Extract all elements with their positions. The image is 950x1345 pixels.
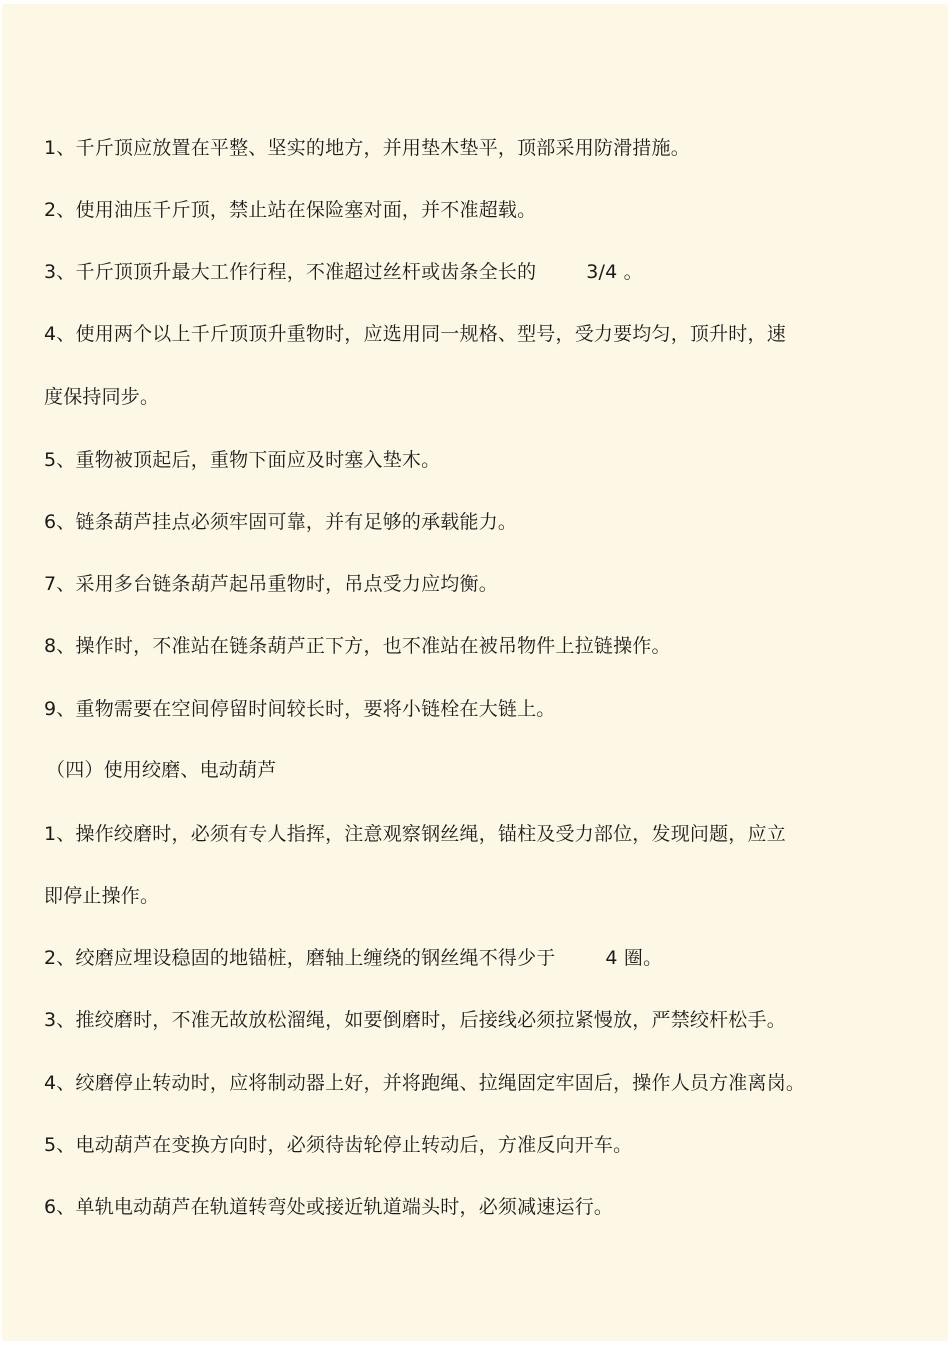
rule-winch-1-continued: 即停止操作。 <box>44 885 160 907</box>
rule-jack-5: 5、重物被顶起后，重物下面应及时塞入垫木。 <box>44 449 441 471</box>
rule-jack-3: 3、千斤顶顶升最大工作行程，不准超过丝杆或齿条全长的 3/4 。 <box>44 261 643 283</box>
rule-chain-hoist-6: 6、链条葫芦挂点必须牢固可靠，并有足够的承载能力。 <box>44 511 518 533</box>
rule-jack-1: 1、千斤顶应放置在平整、坚实的地方，并用垫木垫平，顶部采用防滑措施。 <box>44 137 690 159</box>
rule-chain-hoist-7: 7、采用多台链条葫芦起吊重物时，吊点受力应均衡。 <box>44 573 498 595</box>
rule-jack-4: 4、使用两个以上千斤顶顶升重物时，应选用同一规格、型号，受力要均匀，顶升时，速 <box>44 323 786 345</box>
rule-electric-hoist-6: 6、单轨电动葫芦在轨道转弯处或接近轨道端头时，必须减速运行。 <box>44 1196 614 1218</box>
rule-jack-4-continued: 度保持同步。 <box>44 386 160 408</box>
rule-jack-2: 2、使用油压千斤顶，禁止站在保险塞对面，并不准超载。 <box>44 199 537 221</box>
rule-chain-hoist-9: 9、重物需要在空间停留时间较长时，要将小链栓在大链上。 <box>44 698 556 720</box>
rule-winch-1: 1、操作绞磨时，必须有专人指挥，注意观察钢丝绳，锚柱及受力部位，发现问题，应立 <box>44 823 786 845</box>
rule-electric-hoist-5: 5、电动葫芦在变换方向时，必须待齿轮停止转动后，方准反向开车。 <box>44 1134 633 1156</box>
rule-winch-2: 2、绞磨应埋设稳固的地锚桩，磨轴上缠绕的钢丝绳不得少于 4 圈。 <box>44 947 663 969</box>
rule-chain-hoist-8: 8、操作时，不准站在链条葫芦正下方，也不准站在被吊物件上拉链操作。 <box>44 635 671 657</box>
section-heading: （四）使用绞磨、电动葫芦 <box>46 759 277 781</box>
rule-winch-3: 3、推绞磨时，不准无故放松溜绳，如要倒磨时，后接线必须拉紧慢放，严禁绞杆松手。 <box>44 1009 786 1031</box>
rule-winch-4: 4、绞磨停止转动时，应将制动器上好，并将跑绳、拉绳固定牢固后，操作人员方准离岗。 <box>44 1072 806 1094</box>
